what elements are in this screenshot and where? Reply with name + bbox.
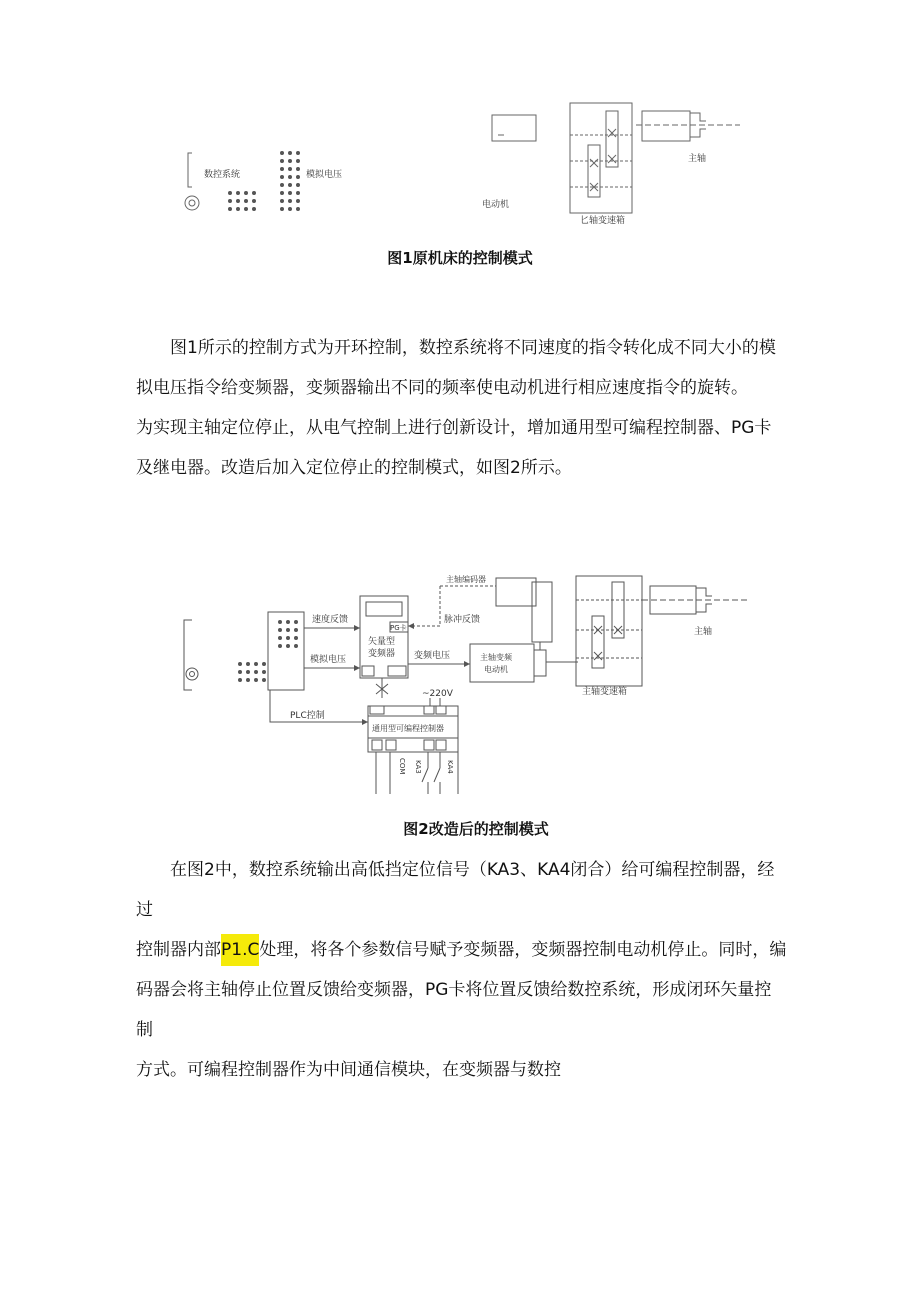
cnc-bracket (188, 153, 192, 187)
paragraph-2-line-2-after: 处理，将各个参数信号赋予变频器，变频器控制电动机停止。同时，编 (259, 940, 787, 960)
paragraph-2 (136, 850, 788, 1090)
fig2-label-gearbox: 主轴变速箱 (582, 687, 628, 697)
fig2-label-pulse-feedback: 脉冲反馈 (444, 615, 481, 625)
fig1-label-motor: 电动机 (482, 200, 510, 210)
figure2-caption: 图2改造后的控制模式 (403, 820, 549, 838)
fig2-label-spindle-motor-2: 电动机 (484, 665, 508, 674)
fig2-label-pg-card: PG卡 (390, 624, 407, 632)
figure1-caption: 图1原机床的控制模式 (387, 249, 533, 267)
cnc-io-panel (268, 612, 304, 690)
fig2-label-analog-voltage: 模拟电压 (310, 655, 347, 665)
paragraph-1-line-1: 图1所示的控制方式为开环控制，数控系统将不同速度的指令转化成不同大小的模 (170, 338, 776, 358)
fig2-label-spindle-encoder: 主轴编码器 (446, 575, 486, 584)
paragraph-1 (136, 328, 788, 488)
fig2-label-vector-inverter-2: 变频器 (368, 649, 396, 659)
cnc-knob-icon (185, 196, 199, 210)
paragraph-1-line-3: 为实现主轴定位停止，从电气控制上进行创新设计，增加通用型可编程控制器、PG卡 (136, 418, 772, 438)
gearbox-box (576, 576, 642, 686)
highlighted-text: P1.C (221, 934, 259, 966)
figure1-diagram (180, 95, 740, 235)
encoder-box (496, 578, 536, 606)
fig2-label-ka4: KA4 (446, 760, 454, 774)
cnc-knob-icon (186, 668, 198, 680)
paragraph-2-line-2 (136, 930, 788, 970)
fig2-label-power: ~220V (422, 689, 453, 699)
fig2-label-ka3: KA3 (414, 760, 422, 774)
paragraph-1-line-4: 及继电器。改造后加入定位停止的控制模式，如图2所示。 (136, 458, 572, 478)
fig1-label-analog-voltage: 模拟电压 (306, 170, 343, 180)
paragraph-2-line-1: 在图2中，数控系统输出高低挡定位信号（KA3、KA4闭合）给可编程控制器，经过 (136, 860, 775, 920)
fig2-label-com: COM (398, 758, 406, 775)
fig2-label-plc-control: PLC控制 (290, 711, 325, 721)
gearbox-box (570, 103, 632, 213)
figure2-diagram (178, 572, 748, 794)
fig2-label-vector-inverter-1: 矢量型 (368, 637, 396, 647)
fig2-label-spindle: 主轴 (694, 627, 713, 637)
fig2-label-speed-feedback: 速度反馈 (312, 615, 349, 625)
fig1-label-spindle: 主轴 (688, 154, 707, 164)
spindle-motor-box (470, 644, 534, 682)
motor-box (492, 115, 536, 141)
paragraph-2-line-2-before: 控制器内部 (136, 940, 221, 960)
fig2-label-spindle-motor-1: 主轴变频 (480, 653, 512, 662)
fig1-label-cnc: 数控系统 (204, 170, 241, 180)
fig2-label-variable-voltage: 变频电压 (414, 651, 451, 661)
paragraph-1-line-2: 拟电压指令给变频器，变频器输出不同的频率使电动机进行相应速度指令的旋转。 (136, 378, 748, 398)
paragraph-2-line-3: 码器会将主轴停止位置反馈给变频器，PG卡将位置反馈给数控系统，形成闭环矢量控制 (136, 980, 772, 1040)
fig2-label-plc: 通用型可编程控制器 (372, 724, 444, 733)
paragraph-2-line-4: 方式。可编程控制器作为中间通信模块，在变频器与数控 (136, 1060, 561, 1080)
fig1-label-gearbox: 匕轴变速箱 (580, 216, 626, 226)
